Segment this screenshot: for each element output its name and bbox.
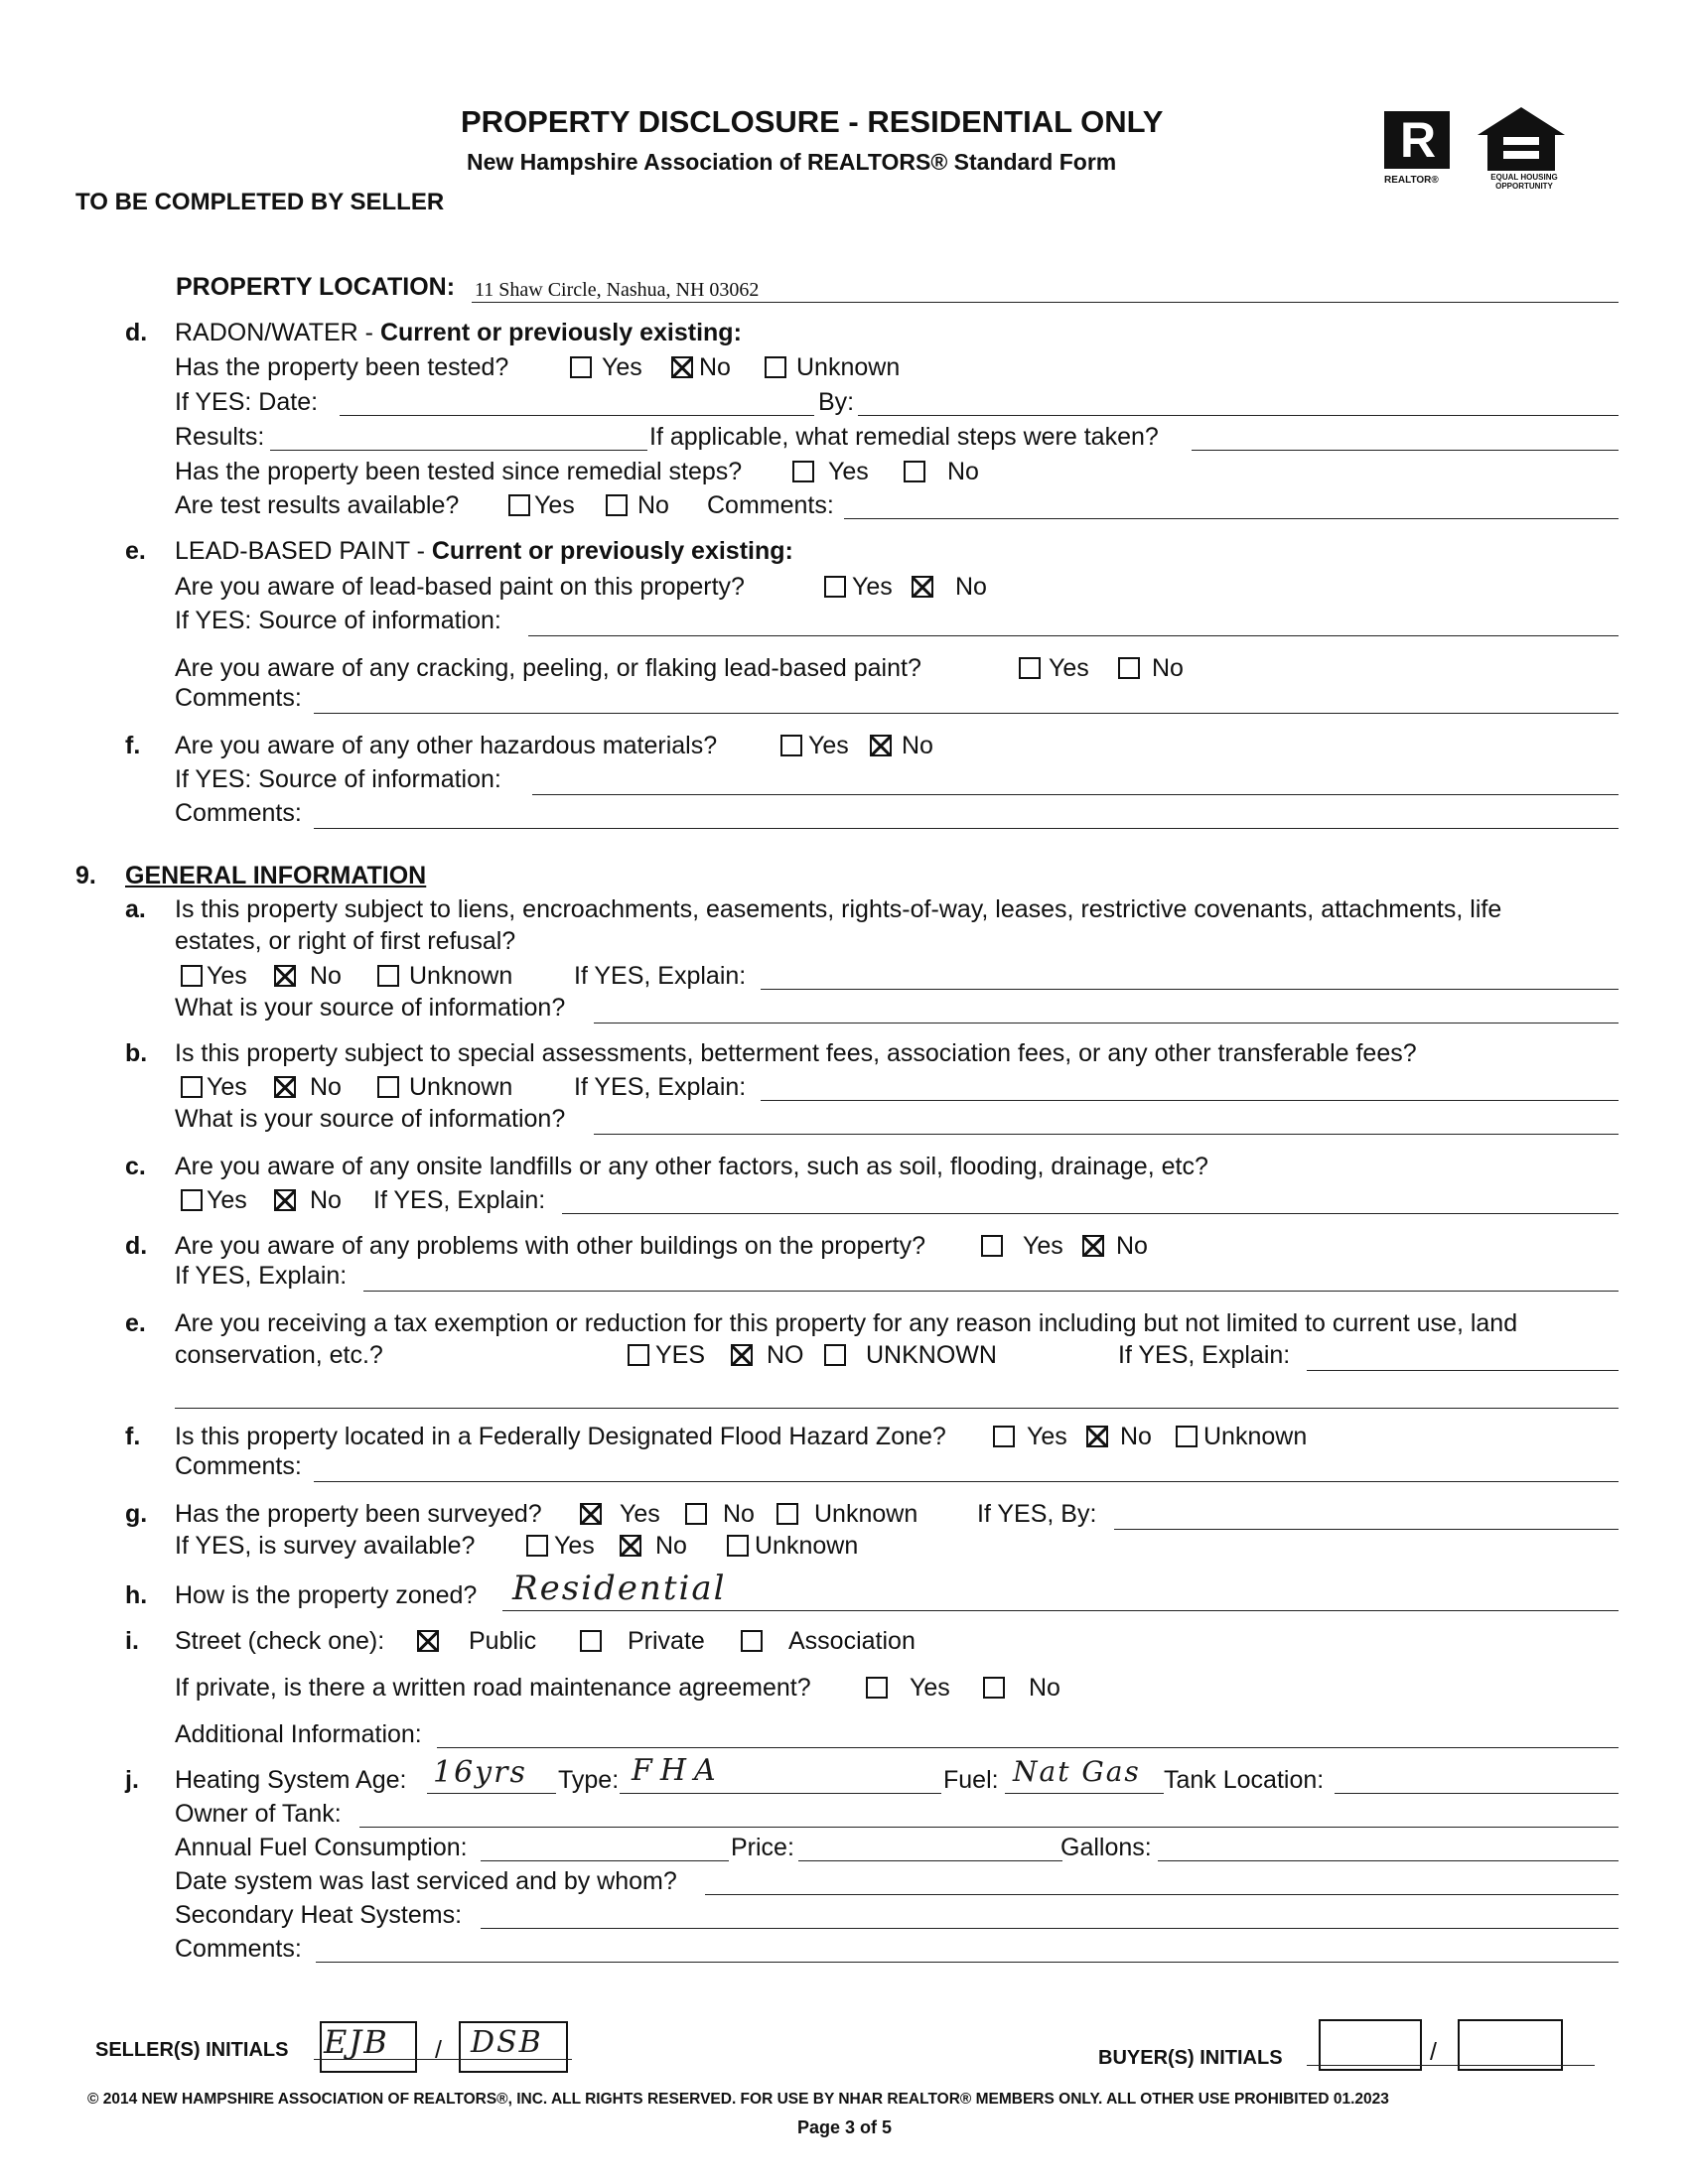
gen-j-letter: j.: [125, 1766, 139, 1794]
gen-f-unknown-checkbox[interactable]: [1176, 1426, 1198, 1447]
sec-f-yes-checkbox[interactable]: [780, 735, 802, 756]
sec-d-available-no-label: No: [637, 491, 669, 519]
gen-b-yes-label: Yes: [207, 1073, 247, 1101]
gen-f-yes-label: Yes: [1027, 1423, 1067, 1450]
gen-g-yes-checkbox[interactable]: [580, 1503, 602, 1525]
gen-j-type-value[interactable]: FHA: [632, 1753, 724, 1788]
gen-f-unknown-label: Unknown: [1203, 1423, 1308, 1450]
sec-f-source-line[interactable]: [532, 794, 1619, 795]
sec-d-since-no-checkbox[interactable]: [904, 461, 925, 482]
gen-h-zoned-answer[interactable]: Residential: [512, 1569, 727, 1608]
gen-j-age-value[interactable]: 16yrs: [433, 1755, 527, 1790]
gen-f-comments-label: Comments:: [175, 1452, 302, 1480]
gen-g-available-yes-checkbox[interactable]: [526, 1535, 548, 1557]
gen-i-letter: i.: [125, 1627, 139, 1655]
gen-c-explain-line[interactable]: [562, 1213, 1619, 1214]
sec-d-tested-q: Has the property been tested?: [175, 353, 509, 381]
gen-g-available-unknown-checkbox[interactable]: [727, 1535, 749, 1557]
gen-a-source-label: What is your source of information?: [175, 994, 566, 1022]
gen-b-explain-label: If YES, Explain:: [574, 1073, 747, 1101]
sec-e-source-line[interactable]: [528, 635, 1619, 636]
gen-g-yes-label: Yes: [620, 1500, 660, 1528]
gen-g-q: Has the property been surveyed?: [175, 1500, 542, 1528]
gen-f-no-checkbox[interactable]: [1086, 1426, 1108, 1447]
gen-b-letter: b.: [125, 1039, 148, 1067]
gen-h-line: [502, 1610, 1619, 1611]
sec-f-yes-label: Yes: [808, 732, 849, 759]
gen-e-letter: e.: [125, 1309, 146, 1337]
sec-d-available-q: Are test results available?: [175, 491, 460, 519]
sec-d-tested-since-q: Has the property been tested since remedial steps?: [175, 458, 743, 485]
seller-initials-value-2: DSB: [471, 2025, 543, 2060]
form-title: PROPERTY DISCLOSURE - RESIDENTIAL ONLY: [461, 104, 1164, 139]
gen-i-road-no-checkbox[interactable]: [983, 1677, 1005, 1699]
gen-a-no-label: No: [310, 962, 342, 990]
gen-d-explain-label: If YES, Explain:: [175, 1262, 348, 1290]
gen-a-yes-checkbox[interactable]: [181, 965, 203, 987]
seller-initials-value-1: EJB: [324, 2023, 389, 2061]
buyer-initials-box-2[interactable]: [1458, 2019, 1563, 2071]
gen-j-owner-line[interactable]: [359, 1827, 1619, 1828]
completed-by-label: TO BE COMPLETED BY SELLER: [75, 189, 445, 215]
gen-i-additional-label: Additional Information:: [175, 1720, 422, 1748]
sec-d-by-line[interactable]: [858, 415, 1619, 416]
gen-j-type-label: Type:: [558, 1766, 620, 1794]
gen-j-fuel-label: Fuel:: [943, 1766, 999, 1794]
gen-g-available-no-checkbox[interactable]: [620, 1535, 641, 1557]
seller-initials-underline: [314, 2059, 572, 2060]
gen-i-road-yes-label: Yes: [910, 1674, 950, 1702]
gen-i-road-q: If private, is there a written road maintenance agreement?: [175, 1674, 811, 1702]
gen-f-comments-line[interactable]: [314, 1481, 1619, 1482]
equal-housing-icon: [1474, 105, 1569, 173]
gen-b-yes-checkbox[interactable]: [181, 1076, 203, 1098]
sec-d-date-line[interactable]: [340, 415, 814, 416]
gen-c-no-label: No: [310, 1186, 342, 1214]
sec-e-cracking-yes-label: Yes: [1049, 654, 1089, 682]
gen-f-letter: f.: [125, 1423, 141, 1450]
gen-e-no-label: NO: [767, 1341, 804, 1369]
gen-g-available-no-label: No: [655, 1532, 687, 1560]
gen-c-q: Are you aware of any onsite landfills or any other factors, such as soil, flooding, drainage, etc?: [175, 1153, 1208, 1180]
general-number: 9.: [75, 862, 96, 889]
sec-f-letter: f.: [125, 732, 141, 759]
sec-f-comments-label: Comments:: [175, 799, 302, 827]
sec-e-aware-q: Are you aware of lead-based paint on this property?: [175, 573, 745, 601]
gen-g-unknown-checkbox[interactable]: [776, 1503, 798, 1525]
gen-d-q: Are you aware of any problems with other buildings on the property?: [175, 1232, 925, 1260]
gen-e-explain-label: If YES, Explain:: [1118, 1341, 1291, 1369]
sec-d-available-no-checkbox[interactable]: [606, 494, 628, 516]
gen-j-price-line[interactable]: [798, 1860, 1062, 1861]
sec-f-no-checkbox[interactable]: [870, 735, 892, 756]
gen-a-letter: a.: [125, 895, 146, 923]
seller-initials-slash: /: [435, 2036, 442, 2064]
gen-g-no-checkbox[interactable]: [685, 1503, 707, 1525]
gen-b-unknown-label: Unknown: [409, 1073, 513, 1101]
gen-g-available-unknown-label: Unknown: [755, 1532, 859, 1560]
gen-j-heating-label: Heating System Age:: [175, 1766, 407, 1794]
gen-j-gallons-line[interactable]: [1158, 1860, 1619, 1861]
sec-d-unknown-label: Unknown: [796, 353, 901, 381]
gen-j-secondary-label: Secondary Heat Systems:: [175, 1901, 463, 1929]
gen-i-q: Street (check one):: [175, 1627, 385, 1655]
gen-d-yes-label: Yes: [1023, 1232, 1063, 1260]
sec-d-remedial-line[interactable]: [1192, 450, 1619, 451]
property-location-value[interactable]: 11 Shaw Circle, Nashua, NH 03062: [475, 279, 760, 301]
gen-b-q: Is this property subject to special assessments, betterment fees, association fees, or any other transferable fees?: [175, 1039, 1417, 1067]
property-location-line: [472, 302, 1619, 303]
sec-d-title: RADON/WATER - Current or previously existing:: [175, 319, 742, 346]
sec-e-comments-label: Comments:: [175, 684, 302, 712]
gen-d-no-label: No: [1116, 1232, 1148, 1260]
gen-j-serviced-label: Date system was last serviced and by whom?: [175, 1867, 677, 1895]
gen-j-comments-label: Comments:: [175, 1935, 302, 1963]
sec-e-source-label: If YES: Source of information:: [175, 607, 501, 634]
gen-j-price-label: Price:: [731, 1834, 794, 1861]
copyright-text: © 2014 NEW HAMPSHIRE ASSOCIATION OF REALTORS®, INC. ALL RIGHTS RESERVED. FOR USE BY NHAR REALTOR® MEMBERS ONLY. ALL OTHER USE PROHIBITED 01.2023: [87, 2091, 1389, 2108]
sec-d-date-label: If YES: Date:: [175, 388, 319, 416]
sec-e-title: LEAD-BASED PAINT - Current or previously existing:: [175, 537, 793, 565]
seller-initials-label: SELLER(S) INITIALS: [95, 2039, 289, 2061]
gen-d-yes-checkbox[interactable]: [981, 1235, 1003, 1257]
gen-g-letter: g.: [125, 1500, 148, 1528]
sec-d-tested-unknown-checkbox[interactable]: [765, 356, 786, 378]
general-title: GENERAL INFORMATION: [125, 862, 427, 889]
form-subtitle: New Hampshire Association of REALTORS® Standard Form: [467, 149, 1117, 175]
gen-a-source-line[interactable]: [594, 1023, 1619, 1024]
gen-a-yes-label: Yes: [207, 962, 247, 990]
gen-j-tank-location-line[interactable]: [1335, 1793, 1619, 1794]
gen-j-serviced-line[interactable]: [705, 1894, 1619, 1895]
realtor-logo-text: REALTOR®: [1384, 175, 1439, 186]
gen-i-public-label: Public: [469, 1627, 537, 1655]
realtor-logo: R: [1384, 111, 1450, 169]
gen-j-owner-label: Owner of Tank:: [175, 1800, 342, 1828]
gen-e-yes-label: YES: [655, 1341, 706, 1369]
sec-d-by-label: By:: [818, 388, 855, 416]
buyer-initials-underline: [1307, 2065, 1595, 2066]
sec-e-aware-yes-label: Yes: [852, 573, 893, 601]
equal-housing-text: EQUAL HOUSING OPPORTUNITY: [1490, 173, 1558, 191]
gen-j-comments-line[interactable]: [316, 1962, 1619, 1963]
gen-b-unknown-checkbox[interactable]: [377, 1076, 399, 1098]
gen-b-no-checkbox[interactable]: [274, 1076, 296, 1098]
gen-a-no-checkbox[interactable]: [274, 965, 296, 987]
sec-f-q: Are you aware of any other hazardous materials?: [175, 732, 718, 759]
sec-e-letter: e.: [125, 537, 146, 565]
gen-d-explain-line[interactable]: [363, 1291, 1619, 1292]
gen-b-no-label: No: [310, 1073, 342, 1101]
gen-e-no-checkbox[interactable]: [731, 1344, 753, 1366]
gen-a-unknown-checkbox[interactable]: [377, 965, 399, 987]
gen-i-public-checkbox[interactable]: [417, 1630, 439, 1652]
gen-e-explain-line[interactable]: [1307, 1370, 1619, 1371]
sec-e-aware-yes-checkbox[interactable]: [824, 576, 846, 598]
gen-g-no-label: No: [723, 1500, 755, 1528]
sec-e-cracking-no-checkbox[interactable]: [1118, 657, 1140, 679]
gen-i-additional-line[interactable]: [437, 1747, 1619, 1748]
gen-c-no-checkbox[interactable]: [274, 1189, 296, 1211]
gen-a-q1: Is this property subject to liens, encroachments, easements, rights-of-way, leases, restrictive covenants, attachments, life: [175, 895, 1502, 923]
gen-a-unknown-label: Unknown: [409, 962, 513, 990]
gen-j-age-line: [427, 1793, 556, 1794]
sec-d-yes-label: Yes: [602, 353, 642, 381]
gen-j-tank-location-label: Tank Location:: [1164, 1766, 1325, 1794]
gen-j-fuel-line: [1005, 1793, 1164, 1794]
sec-d-results-line[interactable]: [270, 450, 647, 451]
gen-e-explain-line-2[interactable]: [175, 1408, 1619, 1409]
buyer-initials-slash: /: [1430, 2038, 1437, 2066]
sec-e-aware-no-label: No: [955, 573, 987, 601]
gen-b-source-line[interactable]: [594, 1134, 1619, 1135]
gen-g-available-q: If YES, is survey available?: [175, 1532, 476, 1560]
sec-d-comments-label: Comments:: [707, 491, 834, 519]
sec-e-cracking-yes-checkbox[interactable]: [1019, 657, 1041, 679]
sec-d-available-yes-checkbox[interactable]: [508, 494, 530, 516]
gen-i-association-checkbox[interactable]: [741, 1630, 763, 1652]
gen-j-type-line: [620, 1793, 941, 1794]
property-location-label: PROPERTY LOCATION:: [176, 273, 456, 301]
sec-e-comments-line[interactable]: [314, 713, 1619, 714]
gen-h-letter: h.: [125, 1581, 148, 1609]
gen-c-yes-checkbox[interactable]: [181, 1189, 203, 1211]
gen-j-annual-label: Annual Fuel Consumption:: [175, 1834, 468, 1861]
gen-i-road-yes-checkbox[interactable]: [866, 1677, 888, 1699]
gen-i-private-label: Private: [628, 1627, 705, 1655]
sec-d-no-label: No: [699, 353, 731, 381]
gen-j-gallons-label: Gallons:: [1060, 1834, 1152, 1861]
gen-i-association-label: Association: [788, 1627, 916, 1655]
gen-g-unknown-label: Unknown: [814, 1500, 918, 1528]
gen-d-no-checkbox[interactable]: [1082, 1235, 1104, 1257]
gen-e-q2: conservation, etc.?: [175, 1341, 383, 1369]
gen-h-q: How is the property zoned?: [175, 1581, 478, 1609]
sec-e-cracking-q: Are you aware of any cracking, peeling, or flaking lead-based paint?: [175, 654, 921, 682]
gen-e-unknown-label: UNKNOWN: [866, 1341, 997, 1369]
gen-i-road-no-label: No: [1029, 1674, 1060, 1702]
sec-d-comments-line[interactable]: [844, 518, 1619, 519]
gen-c-yes-label: Yes: [207, 1186, 247, 1214]
sec-e-cracking-no-label: No: [1152, 654, 1184, 682]
gen-j-fuel-value[interactable]: Nat Gas: [1013, 1755, 1141, 1788]
sec-d-tested-no-checkbox[interactable]: [671, 356, 693, 378]
buyer-initials-box-1[interactable]: [1319, 2019, 1422, 2071]
gen-b-source-label: What is your source of information?: [175, 1105, 566, 1133]
gen-f-q: Is this property located in a Federally Designated Flood Hazard Zone?: [175, 1423, 946, 1450]
gen-e-yes-checkbox[interactable]: [628, 1344, 649, 1366]
gen-f-no-label: No: [1120, 1423, 1152, 1450]
gen-g-by-line[interactable]: [1114, 1529, 1619, 1530]
page-number: Page 3 of 5: [797, 2117, 893, 2137]
sec-f-source-label: If YES: Source of information:: [175, 765, 501, 793]
sec-d-remedial-q: If applicable, what remedial steps were taken?: [649, 423, 1159, 451]
sec-d-available-yes-label: Yes: [534, 491, 575, 519]
sec-d-results-label: Results:: [175, 423, 265, 451]
sec-f-comments-line[interactable]: [314, 828, 1619, 829]
gen-a-explain-line[interactable]: [761, 989, 1619, 990]
gen-e-unknown-checkbox[interactable]: [824, 1344, 846, 1366]
gen-g-available-yes-label: Yes: [554, 1532, 595, 1560]
gen-a-q2: estates, or right of first refusal?: [175, 927, 516, 955]
gen-g-by-label: If YES, By:: [977, 1500, 1097, 1528]
gen-d-letter: d.: [125, 1232, 148, 1260]
gen-c-explain-label: If YES, Explain:: [373, 1186, 546, 1214]
sec-e-aware-no-checkbox[interactable]: [912, 576, 933, 598]
gen-f-yes-checkbox[interactable]: [993, 1426, 1015, 1447]
sec-f-no-label: No: [902, 732, 933, 759]
gen-i-private-checkbox[interactable]: [580, 1630, 602, 1652]
gen-j-secondary-line[interactable]: [481, 1928, 1619, 1929]
sec-d-since-no-label: No: [947, 458, 979, 485]
buyer-initials-label: BUYER(S) INITIALS: [1098, 2047, 1283, 2069]
sec-d-tested-yes-checkbox[interactable]: [570, 356, 592, 378]
sec-d-since-yes-label: Yes: [828, 458, 869, 485]
gen-a-explain-label: If YES, Explain:: [574, 962, 747, 990]
sec-d-letter: d.: [125, 319, 148, 346]
gen-j-annual-line[interactable]: [481, 1860, 729, 1861]
gen-c-letter: c.: [125, 1153, 146, 1180]
sec-d-since-yes-checkbox[interactable]: [792, 461, 814, 482]
gen-b-explain-line[interactable]: [761, 1100, 1619, 1101]
gen-e-q1: Are you receiving a tax exemption or reduction for this property for any reason including but not limited to current use, land: [175, 1309, 1518, 1337]
